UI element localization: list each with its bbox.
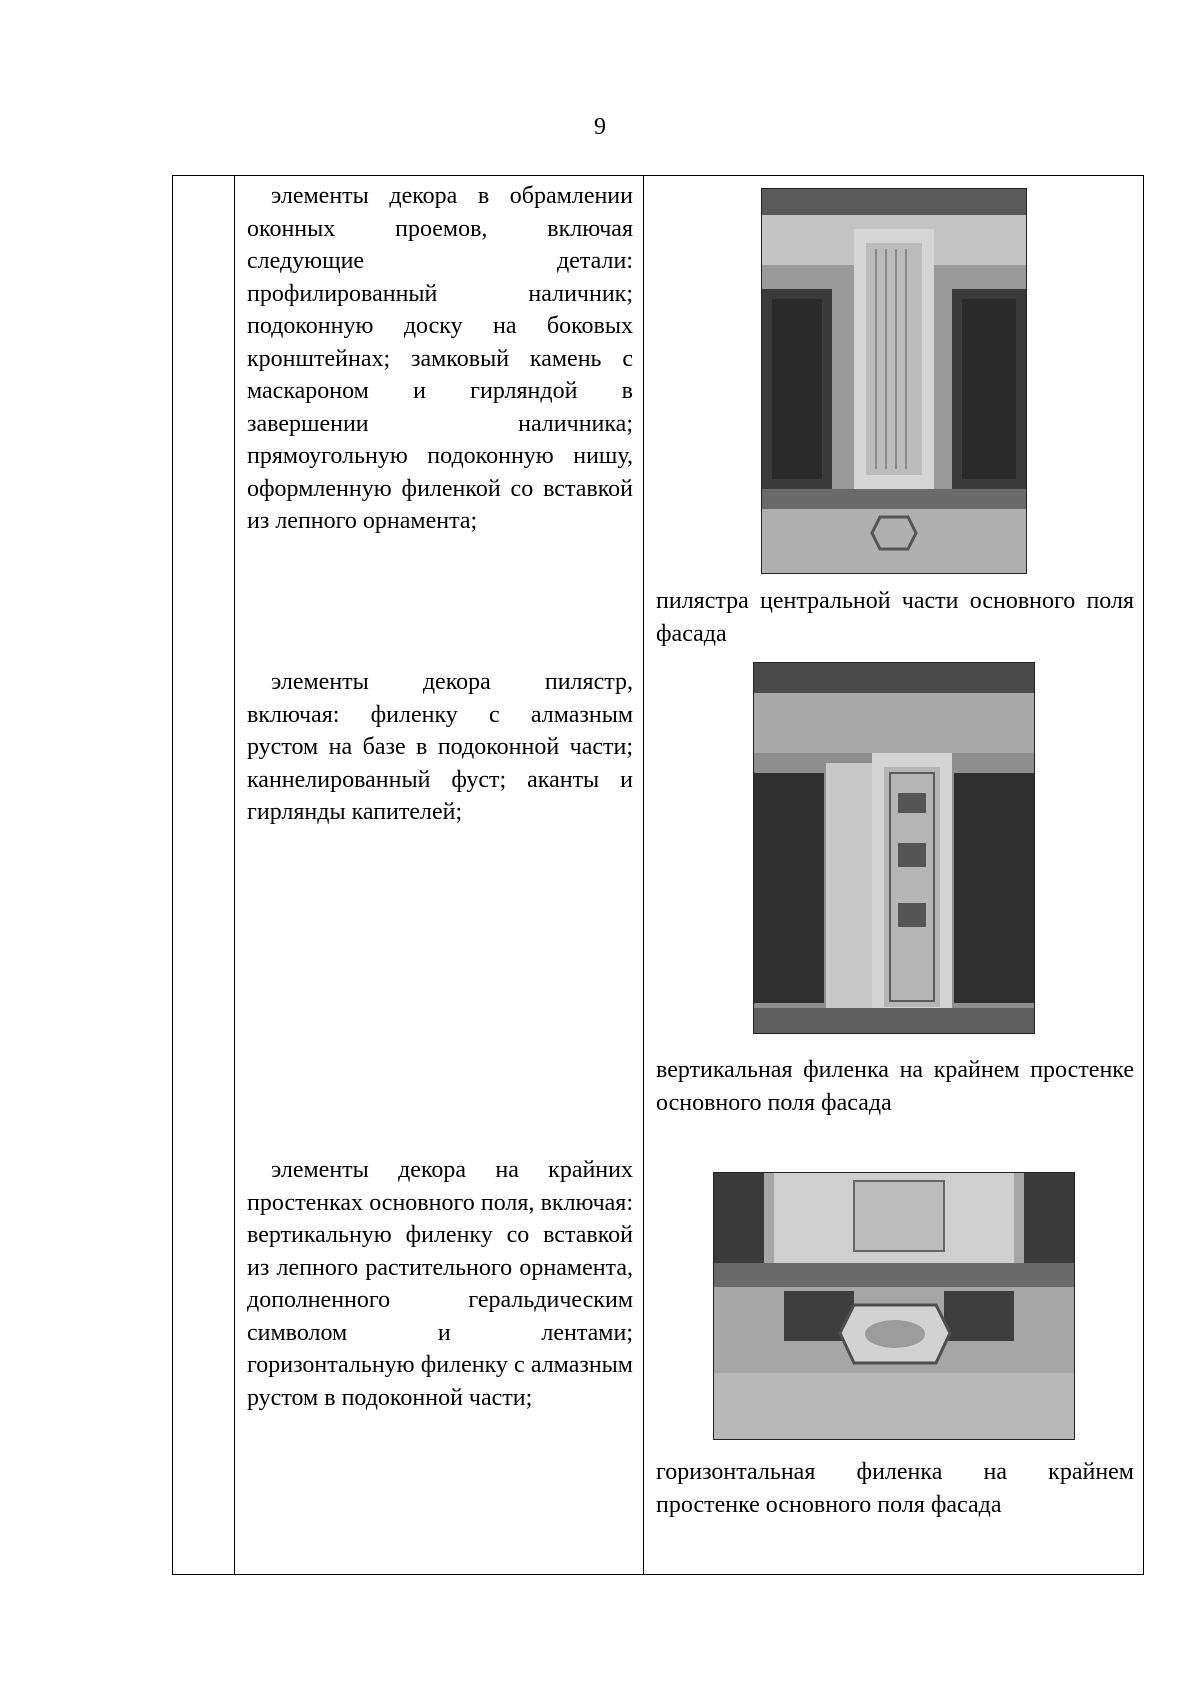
row-3-description-text: элементы декора на крайних простенках основного поля, включая: вертикальную филенку со вставкой из лепного растительного орнамента, дополненного геральдическим символом и лентами; горизонтальную филенку с алмазным рустом в подоконной части; (247, 1157, 633, 1411)
row-2-caption: вертикальная филенка на крайнем простенке основного поля фасада (656, 1057, 1134, 1116)
row-1-description (247, 180, 633, 538)
row-2-description-text: элементы декора пилястр, включая: филенку с алмазным рустом на базе в подоконной части; каннелированный фуст; аканты и гирлянды капителей; (247, 669, 633, 825)
column-divider-1 (234, 176, 235, 1574)
row-3-caption: горизонтальная филенка на крайнем простенке основного поля фасада (656, 1459, 1134, 1518)
decor-elements-table (172, 175, 1144, 1575)
facade-window-frame-photo (761, 188, 1027, 574)
column-divider-2 (643, 176, 644, 1574)
facade-horizontal-panel-photo (713, 1172, 1075, 1440)
row-2-description (247, 666, 633, 829)
row-1-caption: пилястра центральной части основного поля фасада (656, 588, 1134, 647)
row-1-description-text: элементы декора в обрамлении оконных проемов, включая следующие детали: профилированный наличник; подоконную доску на боковых кронштейнах; замковый камень с маскароном и гирляндой в завершении наличника; прямоугольную подоконную нишу, оформленную филенкой со вставкой из лепного орнамента; (247, 183, 633, 534)
page-number: 9 (594, 114, 606, 140)
row-3-description (247, 1154, 633, 1414)
facade-pilaster-panel-photo (753, 662, 1035, 1034)
